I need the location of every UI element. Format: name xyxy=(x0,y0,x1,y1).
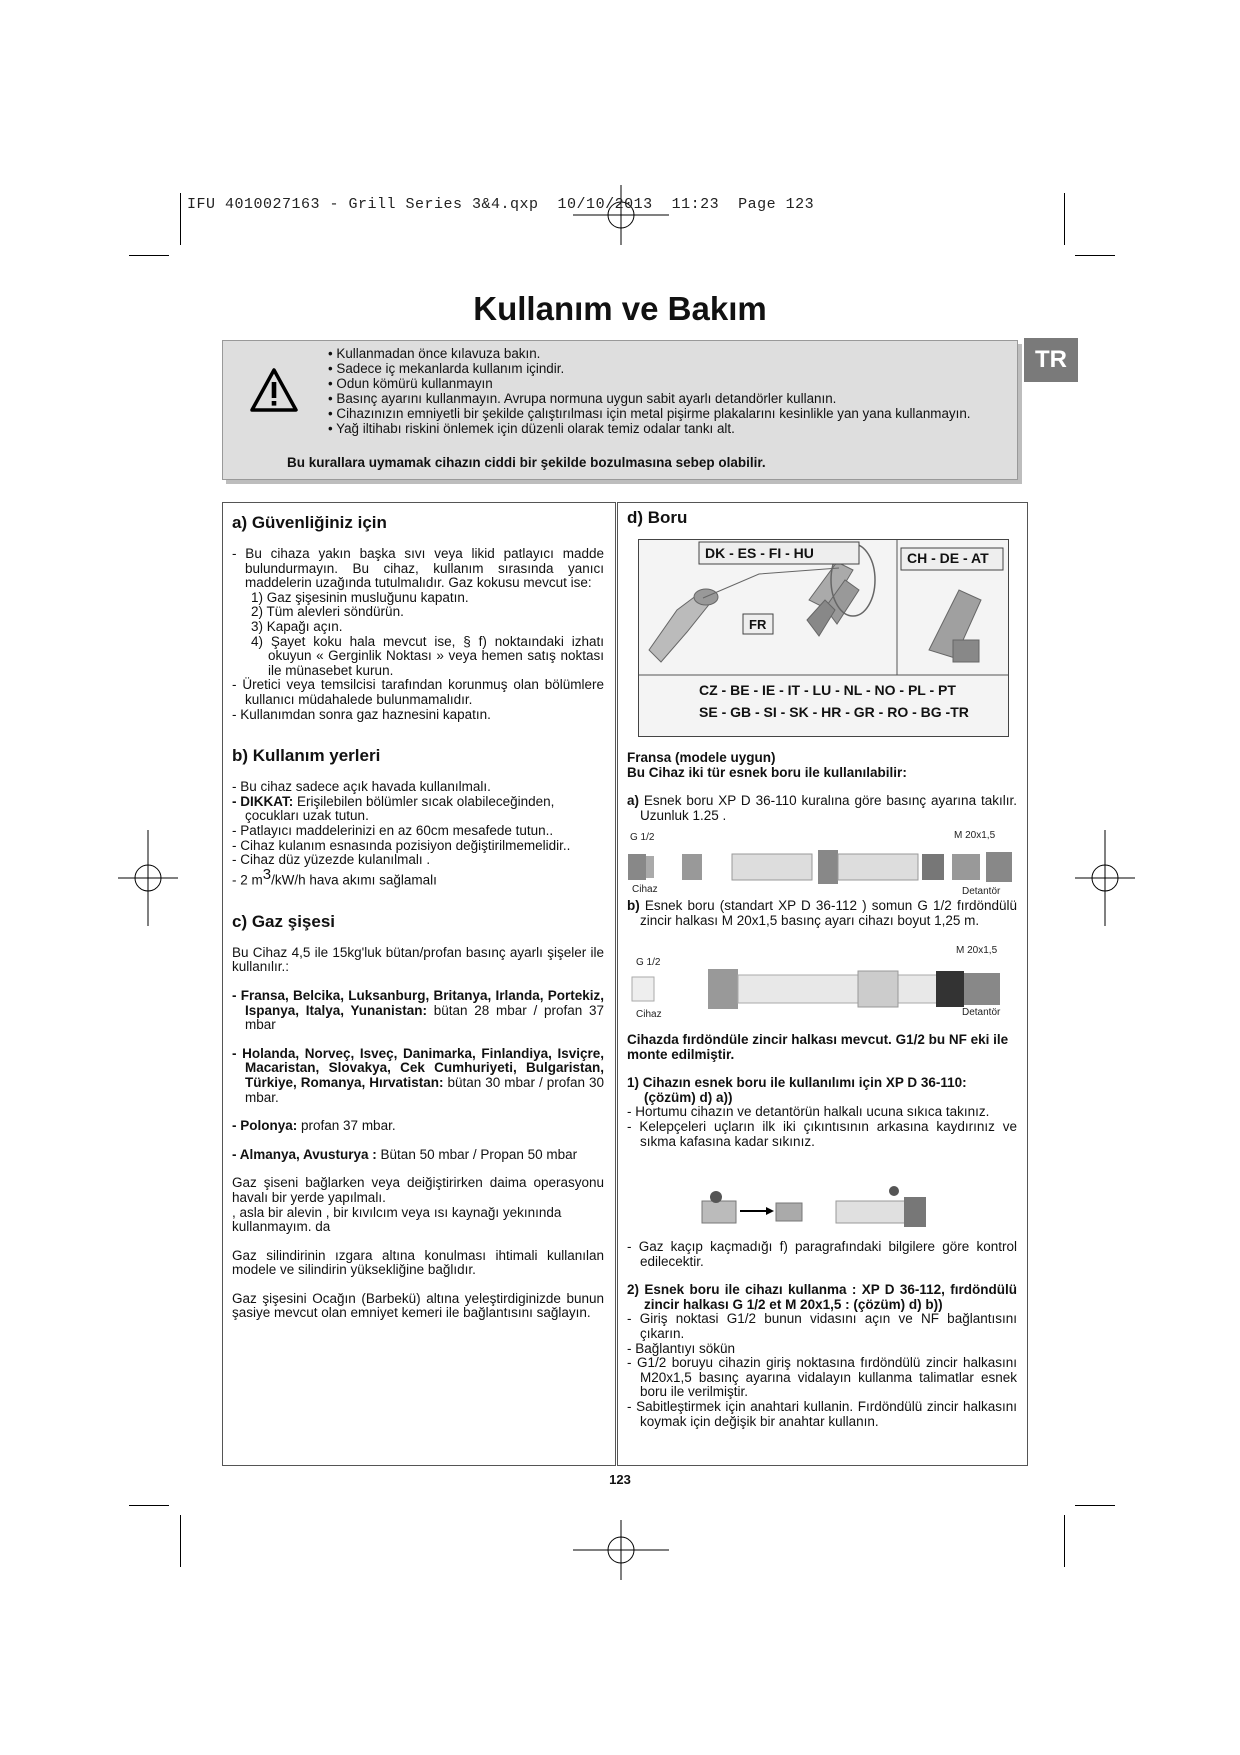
hose-a-detantor-label: Detantör xyxy=(962,886,1001,897)
warning-item: • Kullanmadan önce kılavuza bakın. xyxy=(328,346,541,361)
right-column xyxy=(617,502,1028,1466)
section-a-text: - Kullanımdan sonra gaz haznesini kapatın. xyxy=(232,706,491,722)
warning-item: • Odun kömürü kullanmayın xyxy=(328,376,493,391)
hose-b-detantor-label: Detantör xyxy=(962,1007,1001,1018)
section-b-title: b) Kullanım yerleri xyxy=(232,746,381,766)
step-1-text: - Hortumu cihazın ve detantörün halkalı ucuna sıkıca takınız. xyxy=(627,1104,990,1120)
hose-a-cihaz-label: Cihaz xyxy=(632,884,658,895)
country-group-bottom-1: CZ - BE - IE - IT - LU - NL - NO - PL - PT xyxy=(699,682,956,698)
crop-mark xyxy=(1064,1515,1065,1567)
hose-option-a: a) Esnek boru XP D 36-110 kuralına göre basınç ayarına takılır. Uzunluk 1.25 . xyxy=(627,793,1017,823)
country-group-bottom-2: SE - GB - SI - SK - HR - GR - RO - BG -TR xyxy=(699,704,969,720)
step-1-text: - Kelepçeleri uçların ilk iki çıkıntısının arkasına kaydırınız ve sıkma kafasına kadar sıkınız. xyxy=(627,1118,1017,1149)
section-c-text: , asla bir alevin , bir kıvılcım veya ısı kaynağı yekınında kullanmayım. da xyxy=(232,1204,562,1235)
clamp-illustration xyxy=(696,1183,936,1233)
page-number: 123 xyxy=(609,1472,631,1487)
section-b-warning-text: - DIKKAT: Erişilebilen bölümler sıcak olabileceğinden, çocukları uzak tutun. xyxy=(232,793,555,824)
pressure-list-item: - Holanda, Norveç, Isveç, Danimarka, Finlandiya, Isviçre, Macaristan, Slovakya, Cek Cumhuriyeti, Bulgaristan, Türkiye, Romanya, Hırvatistan: bütan 30 mbar / profan 30 mbar. xyxy=(232,1045,604,1105)
section-b-text: - Cihaz kulanım esnasında pozisiyon değiştirilmemelidir.. xyxy=(232,837,571,853)
section-c-text: Gaz silindirinin ızgara altına konulması ihtimali kullanılan modele ve silindirin yüksekliğine bağlıdır. xyxy=(232,1247,604,1278)
step-2-text: - Sabitleştirmek için anahtari kullanin. Fırdöndülü zincir halkasını koymak için değişik bir anahtar kullanın. xyxy=(627,1398,1017,1429)
warning-list xyxy=(328,346,1008,436)
step-2-text: - Bağlantıyı sökün xyxy=(627,1340,736,1356)
section-a-step: 4) Şayet koku hala mevcut ise, § f) noktaındaki izhatı okuyun « Gerginlik Noktası » veya hemen satış noktası ile münasebet kurun. xyxy=(251,633,604,678)
hose-b-cihaz-label: Cihaz xyxy=(636,1009,662,1020)
registration-mark-bottom xyxy=(573,1520,669,1580)
section-a-text: - Bu cihaza yakın başka sıvı veya likid patlayıcı madde bulundurmayın. Bu cihaz, kullanım sırasında yanıcı maddelerin uzağında tutulmalıdır. Gaz kokusu mevcut ise: xyxy=(232,546,604,591)
france-subtitle: Bu Cihaz iki tür esnek boru ile kullanılabilir: xyxy=(627,764,907,780)
pressure-list-item: - Fransa, Belcika, Luksanburg, Britanya, Irlanda, Portekiz, Ispanya, Italya, Yunanistan: bütan 28 mbar / profan 37 mbar xyxy=(232,987,604,1033)
section-c-title: c) Gaz şişesi xyxy=(232,911,336,931)
crop-mark xyxy=(129,1505,169,1506)
crop-mark xyxy=(1075,255,1115,256)
hose-a-m-label: M 20x1,5 xyxy=(954,830,996,841)
warning-item: • Basınç ayarını kullanmayın. Avrupa normuna uygun sabit ayarlı detandörler kullanın. xyxy=(328,391,837,406)
step-2-text: - Giriş noktasi G1/2 bunun vidasını açın ve NF bağlantısını çıkarın. xyxy=(627,1311,1017,1341)
connector-figure xyxy=(638,539,1009,737)
section-a-title: a) Güvenliğiniz için xyxy=(232,513,387,532)
pressure-list-item: - Polonya: profan 37 mbar. xyxy=(232,1118,396,1134)
hose-b-m-label: M 20x1,5 xyxy=(956,945,998,956)
section-c-text: Bu Cihaz 4,5 ile 15kg'luk bütan/profan basınç ayarlı şişeler ile kullanılır.: xyxy=(232,944,604,975)
hose-diagram-a xyxy=(622,828,1022,898)
crop-mark xyxy=(180,1515,181,1567)
pressure-list-item: - Almanya, Avusturya : Bütan 50 mbar / Propan 50 mbar xyxy=(232,1146,578,1162)
page-title: Kullanım ve Bakım xyxy=(473,290,767,327)
country-group-dk-es-fi-hu: DK - ES - FI - HU xyxy=(705,545,814,561)
section-a-step: 2) Tüm alevleri söndürün. xyxy=(251,604,404,620)
step-1-text: - Gaz kaçıp kaçmadığı f) paragrafındaki bilgilere göre kontrol edilecektir. xyxy=(627,1239,1017,1269)
print-slug: IFU 4010027163 - Grill Series 3&4.qxp 10/10/2013 11:23 Page 123 xyxy=(187,196,815,213)
registration-mark-right xyxy=(1075,830,1135,926)
country-group-ch-de-at: CH - DE - AT xyxy=(907,550,989,566)
section-b-text: - Bu cihaz sadece açık havada kullanılmalı. xyxy=(232,779,491,795)
step-1-title: 1) Cihazın esnek boru ile kullanılımı için XP D 36-110: (çözüm) d) a)) xyxy=(627,1075,967,1105)
crop-mark xyxy=(129,255,169,256)
warning-triangle-icon xyxy=(249,367,299,413)
section-b-text: - Cihaz düz yüzezde kulanılmalı . xyxy=(232,852,431,868)
section-b-text: - 2 $m^3/kW/h$ hava akımı sağlamalı xyxy=(232,865,437,888)
section-c-text: Gaz şişesini Ocağın (Barbekü) altına yeleştirdiginizde bunun şasiye mevcut olan emniyet kemeri ile bağlantısını sağlayın. xyxy=(232,1290,604,1321)
hose-diagram-b xyxy=(622,945,1022,1025)
language-badge: TR xyxy=(1024,338,1078,382)
hose-option-b: b) Esnek boru (standart XP D 36-112 ) somun G 1/2 fırdöndülü zincir halkası M 20x1,5 basınç ayarı cihazı boyut 1,25 m. xyxy=(627,898,1017,928)
warning-box xyxy=(222,340,1018,480)
section-c-text: Gaz şiseni bağlarken veya deiğiştirirken daima operasyonu havalı bir yerde yapılmalı. xyxy=(232,1175,604,1205)
dikkat-label: - DIKKAT: xyxy=(232,793,294,809)
warning-item: • Cihazınızın emniyetli bir şekilde çalıştırılması için metal pişirme plakalarını kesinlikle yan yana kullanmayın. xyxy=(328,406,971,421)
step-2-title: 2) Esnek boru ile cihazı kullanma : XP D 36-112, fırdöndülü zincir halkası G 1/2 et M 20x1,5 : (çözüm) d) b)) xyxy=(627,1282,1017,1312)
france-title: Fransa (modele uygun) xyxy=(627,750,776,765)
left-column xyxy=(222,502,616,1466)
swivel-note: Cihazda fırdöndüle zincir halkası mevcut. G1/2 bu NF eki ile monte edilmiştir. xyxy=(627,1032,1009,1062)
hose-a-g-label: G 1/2 xyxy=(630,832,655,843)
section-a-step: 3) Kapağı açın. xyxy=(251,618,343,634)
registration-mark-left xyxy=(118,830,178,926)
hose-b-g-label: G 1/2 xyxy=(636,957,661,968)
warning-item: • Yağ iltihabı riskini önlemek için düzenli olarak temiz odalar tankı alt. xyxy=(328,421,735,436)
crop-mark xyxy=(180,193,181,245)
section-b-text: - Patlayıcı maddelerinizi en az 60cm mesafede tutun.. xyxy=(232,822,554,838)
section-d-title: d) Boru xyxy=(627,508,688,527)
step-2-text: - G1/2 boruyu cihazin giriş noktasına fırdöndülü zincir halkasını M20x1,5 basınç ayarına vidalayın kullanma talimatlar esnek boru ile verilmiştir. xyxy=(627,1355,1017,1400)
crop-mark xyxy=(1075,1505,1115,1506)
section-a-step: 1) Gaz şişesinin musluğunu kapatın. xyxy=(251,589,469,605)
crop-mark xyxy=(1064,193,1065,245)
country-group-fr: FR xyxy=(749,617,767,632)
warning-item: • Sadece iç mekanlarda kullanım içindir. xyxy=(328,361,565,376)
section-a-text: - Üretici veya temsilcisi tarafından korunmuş olan bölümlere kullanıcı müdahalede bulunmamalıdır. xyxy=(232,677,604,707)
registration-mark-top xyxy=(573,185,669,245)
hose-a-illustration xyxy=(622,840,1022,890)
warning-bold-note: Bu kurallara uymamak cihazın ciddi bir şekilde bozulmasına sebep olabilir. xyxy=(287,455,766,470)
